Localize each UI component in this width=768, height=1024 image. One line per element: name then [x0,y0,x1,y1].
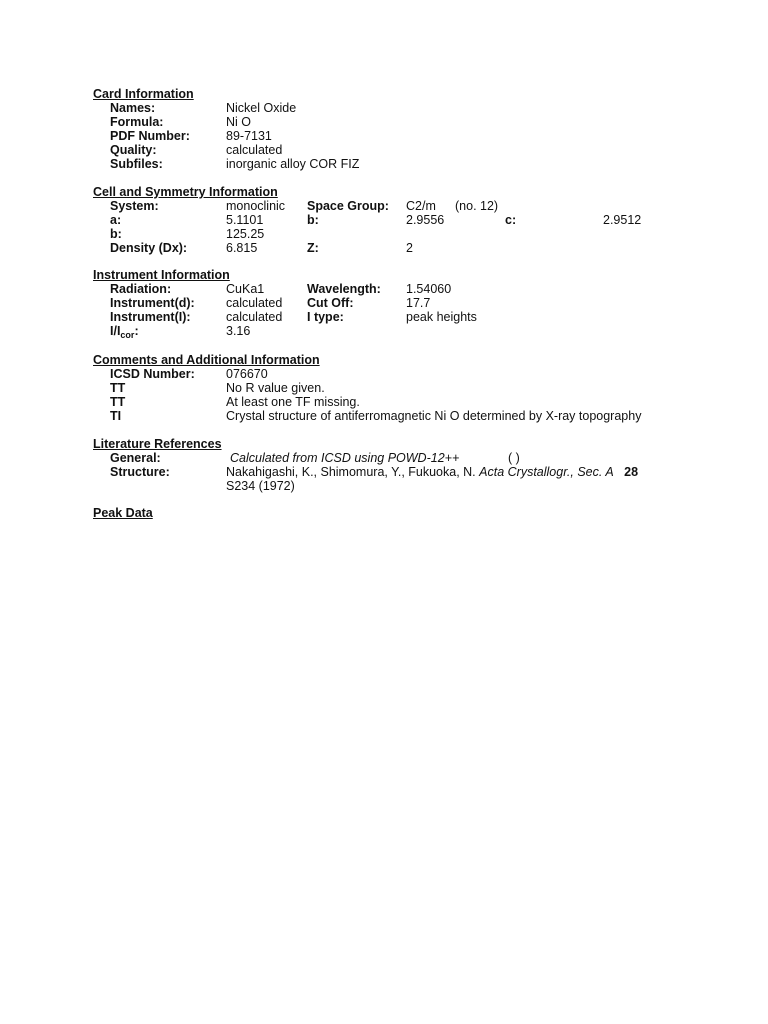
names-label: Names: [110,101,156,115]
instrument-i-value: calculated [226,310,283,324]
structure-authors: Nakahigashi, K., Shimomura, Y., Fukuoka, N. [226,465,476,479]
subfiles-value: inorganic alloy COR FIZ [226,157,360,171]
names-row [93,101,733,115]
cell-b-label: b: [307,213,319,227]
general-parentheses: ( ) [508,451,520,465]
literature-section [93,437,733,493]
instrument-d-value: calculated [226,296,283,310]
cutoff-value: 17.7 [406,296,431,310]
general-reference-row [93,451,733,465]
cell-c-value: 2.9512 [603,213,642,227]
literature-heading: Literature References [93,437,222,451]
comment-tt2-label: TT [110,395,126,409]
icor-value: 3.16 [226,324,251,338]
comment-tt1-label: TT [110,381,126,395]
cell-a-label: a: [110,213,122,227]
structure-journal: Acta Crystallogr., Sec. A [479,465,614,479]
cell-a-value: 5.1101 [226,213,264,227]
density-label: Density (Dx): [110,241,188,255]
general-label: General: [110,451,161,465]
subfiles-row [93,157,733,171]
structure-citation [226,465,638,479]
pdf-number-label: PDF Number: [110,129,190,143]
instrument-d-row [93,296,733,310]
pdf-number-row [93,129,733,143]
instrument-i-label: Instrument(I): [110,310,191,324]
quality-row [93,143,733,157]
comment-ti-value: Crystal structure of antiferromagnetic Ni O determined by X-ray topography [226,409,642,423]
quality-value: calculated [226,143,283,157]
cell-c-label: c: [505,213,517,227]
subfiles-label: Subfiles: [110,157,163,171]
icor-label-colon: : [134,324,139,338]
cell-beta-row [93,227,733,241]
cutoff-label: Cut Off: [307,296,354,310]
system-row [93,199,733,213]
card-information-heading: Card Information [93,87,194,101]
formula-value: Ni O [226,115,251,129]
formula-row [93,115,733,129]
names-value: Nickel Oxide [226,101,297,115]
instrument-heading: Instrument Information [93,268,230,282]
system-label: System: [110,199,159,213]
system-value: monoclinic [226,199,286,213]
space-group-label: Space Group: [307,199,389,213]
comment-tt2-value: At least one TF missing. [226,395,360,409]
cell-b-value: 2.9556 [406,213,445,227]
comment-row [93,381,733,395]
quality-label: Quality: [110,143,157,157]
cell-symmetry-heading: Cell and Symmetry Information [93,185,278,199]
cell-symmetry-section [93,185,733,255]
icsd-row [93,367,733,381]
radiation-label: Radiation: [110,282,172,296]
space-group-number: (no. 12) [455,199,499,213]
structure-volume: 28 [624,465,639,479]
structure-label: Structure: [110,465,170,479]
icor-label [110,324,139,342]
peak-data-section [93,506,733,520]
comment-tt1-value: No R value given. [226,381,325,395]
radiation-value: CuKa1 [226,282,265,296]
itype-label: I type: [307,310,344,324]
instrument-i-row [93,310,733,324]
cell-beta-label: b: [110,227,122,241]
icor-row [93,324,733,338]
peak-data-heading: Peak Data [93,506,153,520]
z-value: 2 [406,241,413,255]
icor-label-main: I/I [110,324,121,338]
cell-a-b-c-row [93,213,733,227]
pdf-number-value: 89-7131 [226,129,272,143]
card-information-section [93,87,733,171]
cell-beta-value: 125.25 [226,227,265,241]
comments-section [93,353,733,423]
structure-pages: S234 (1972) [226,479,295,493]
instrument-section [93,268,733,338]
comments-heading: Comments and Additional Information [93,353,320,367]
icsd-value: 076670 [226,367,268,381]
icsd-label: ICSD Number: [110,367,195,381]
z-label: Z: [307,241,319,255]
icor-label-subscript: cor [120,330,135,340]
general-value: Calculated from ICSD using POWD-12++ [230,451,460,465]
space-group-value: C2/m [406,199,436,213]
structure-reference-row [93,465,733,479]
itype-value: peak heights [406,310,477,324]
density-row [93,241,733,255]
comment-row [93,395,733,409]
wavelength-label: Wavelength: [307,282,381,296]
wavelength-value: 1.54060 [406,282,452,296]
radiation-row [93,282,733,296]
comment-ti-label: TI [110,409,122,423]
structure-pages-row [93,479,733,493]
density-value: 6.815 [226,241,258,255]
instrument-d-label: Instrument(d): [110,296,195,310]
comment-row [93,409,733,423]
formula-label: Formula: [110,115,164,129]
